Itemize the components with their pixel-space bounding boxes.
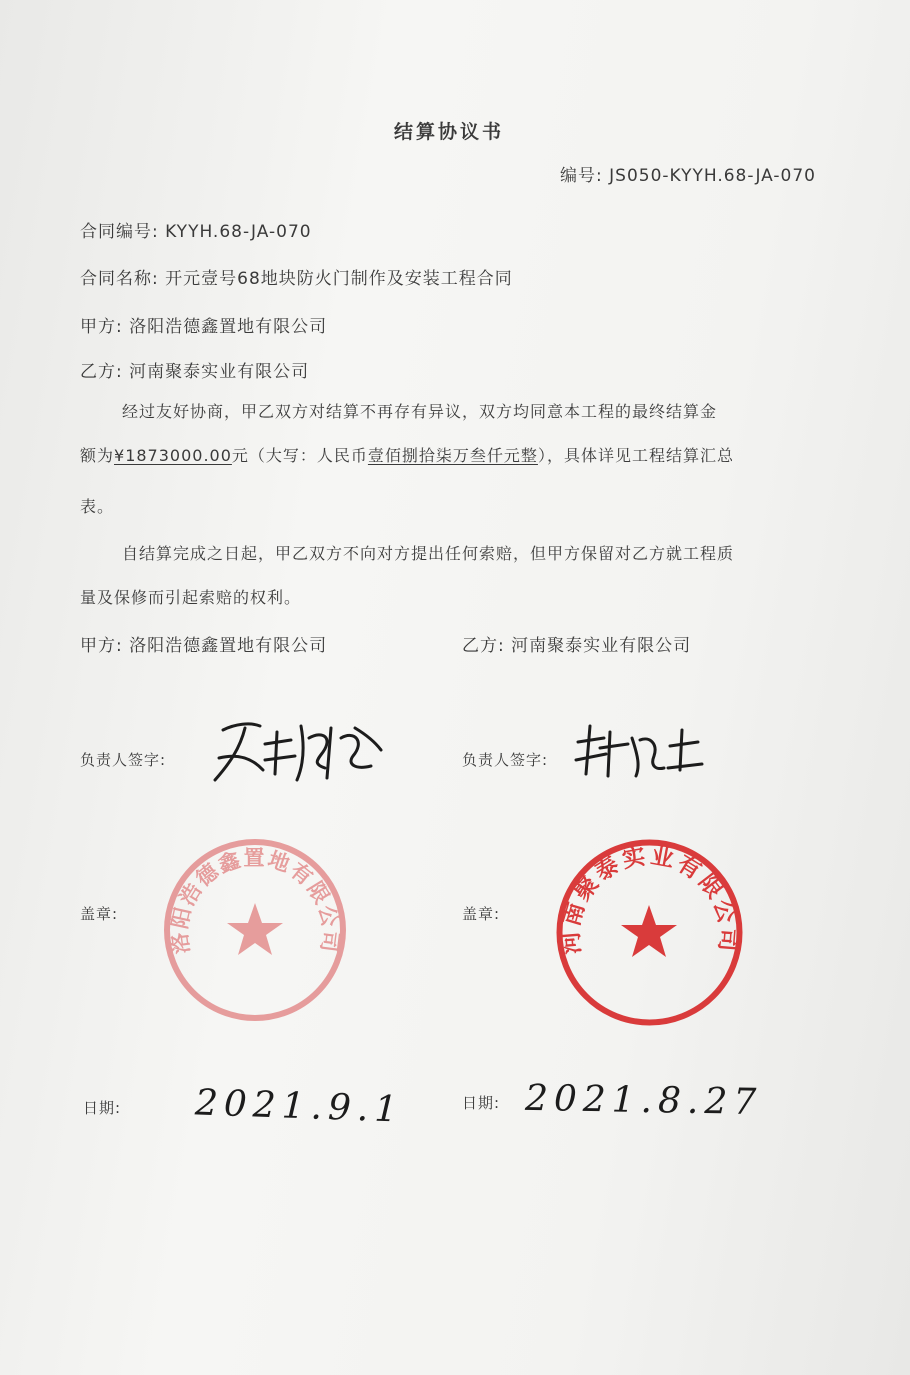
signature-party-a-label: 甲方: <box>80 636 123 656</box>
party-b-line <box>80 357 309 382</box>
party-b-value: 河南聚泰实业有限公司 <box>129 362 310 382</box>
signer-label-b: 负责人签字: <box>462 751 549 769</box>
paragraph-1-prefix: 额为 <box>80 446 115 465</box>
contract-name-label: 合同名称: <box>80 269 159 289</box>
handwritten-signature-b <box>570 716 710 786</box>
seal-b-text: 河南聚泰实业有限公司 <box>557 843 742 956</box>
paragraph-1-line-1: 经过友好协商，甲乙双方对结算不再存有异议，双方均同意本工程的最终结算金 <box>122 402 718 421</box>
handwritten-date-b: 2021.8.27 <box>524 1077 763 1124</box>
signature-party-a-value: 洛阳浩德鑫置地有限公司 <box>129 636 328 656</box>
paragraph-1-mid: 元（大写：人民币 <box>231 446 368 465</box>
party-b-label: 乙方: <box>80 362 123 382</box>
contract-number-line <box>80 217 312 242</box>
company-seal-b <box>552 835 747 1030</box>
company-seal-a <box>160 835 350 1025</box>
handwritten-signature-a <box>205 708 405 788</box>
date-label-a: 日期: <box>83 1099 122 1117</box>
amount-in-words: 壹佰捌拾柒万叁仟元整 <box>367 446 538 465</box>
signature-party-b-label: 乙方: <box>462 636 505 656</box>
contract-name-line <box>80 264 513 289</box>
date-label-b: 日期: <box>462 1094 501 1112</box>
signature-party-a <box>80 631 327 656</box>
paragraph-1-line-2 <box>80 443 734 466</box>
seal-a-text: 洛阳浩德鑫置地有限公司 <box>167 846 343 956</box>
signer-label-a: 负责人签字: <box>80 751 167 769</box>
handwritten-date-a: 2021.9.1 <box>194 1082 404 1131</box>
serial-number <box>560 161 816 186</box>
paragraph-1-suffix: ），具体详见工程结算汇总 <box>537 446 734 465</box>
contract-number-label: 合同编号: <box>80 222 159 242</box>
paragraph-1-line-3: 表。 <box>80 497 115 516</box>
paragraph-2-line-2: 量及保修而引起索赔的权利。 <box>80 588 302 607</box>
party-a-line <box>80 312 327 337</box>
paragraph-2-line-1: 自结算完成之日起，甲乙双方不向对方提出任何索赔，但甲方保留对乙方就工程质 <box>122 544 735 563</box>
seal-label-a: 盖章: <box>80 905 119 923</box>
signature-party-b-value: 河南聚泰实业有限公司 <box>511 636 692 656</box>
serial-value: JS050-KYYH.68-JA-070 <box>609 166 816 186</box>
serial-label: 编号: <box>560 166 603 186</box>
party-a-value: 洛阳浩德鑫置地有限公司 <box>129 317 328 337</box>
document-title: 结算协议书 <box>394 121 505 143</box>
seal-label-b: 盖章: <box>462 905 501 923</box>
party-a-label: 甲方: <box>80 317 123 337</box>
contract-name-value: 开元壹号68地块防火门制作及安装工程合同 <box>165 269 513 289</box>
signature-party-b <box>462 631 691 656</box>
settlement-amount: ¥1873000.00 <box>114 446 232 465</box>
contract-number-value: KYYH.68-JA-070 <box>165 222 312 242</box>
